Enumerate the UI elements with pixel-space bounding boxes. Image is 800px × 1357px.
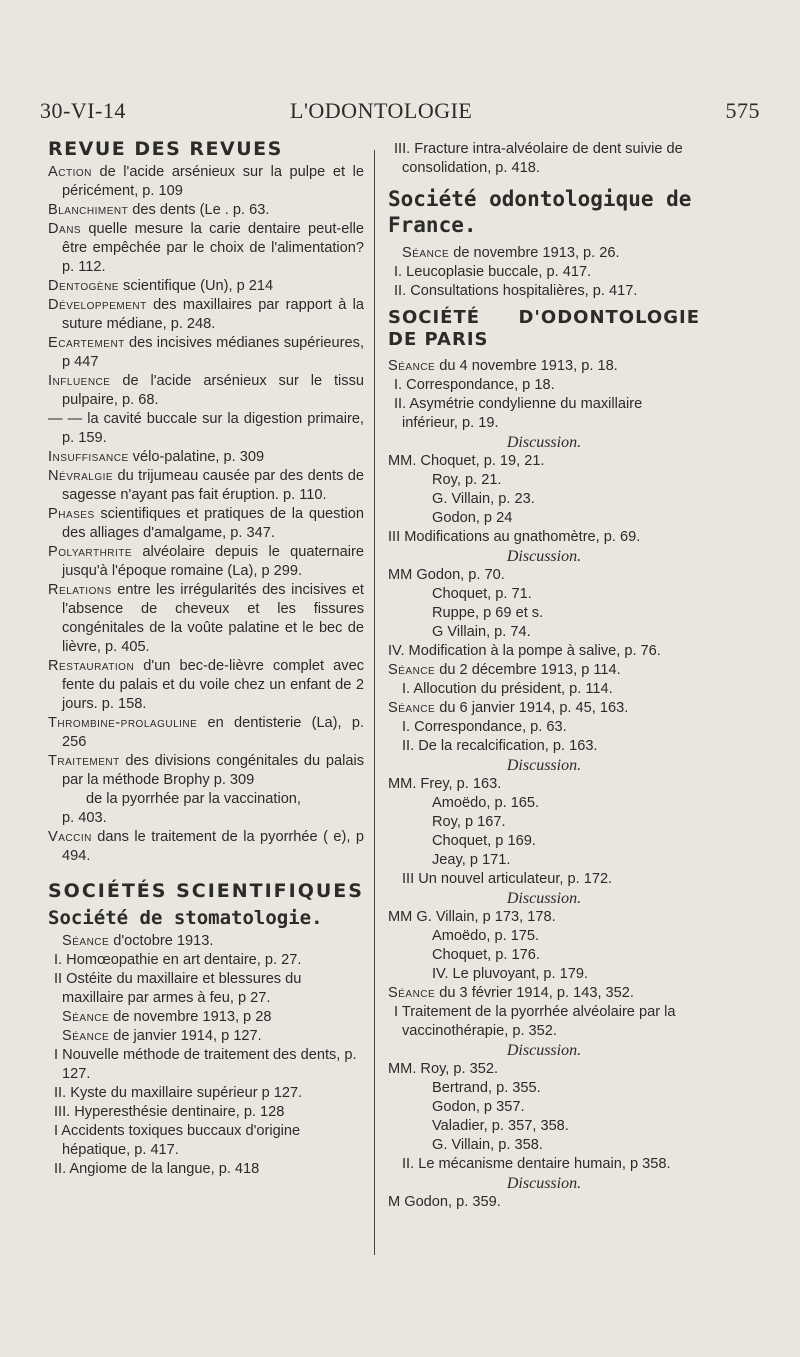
- index-entry: [48, 163, 364, 201]
- index-entry: [48, 543, 364, 581]
- discussion-participant: Jeay, p 171.: [432, 852, 511, 868]
- seance-label: Séance: [62, 1028, 110, 1044]
- entry-keyword: Restauration: [48, 658, 135, 674]
- discussion-participant: G Villain, p. 74.: [432, 624, 531, 640]
- seance-heading: [388, 984, 700, 1003]
- index-entry: [48, 657, 364, 714]
- seance-label: Séance: [62, 1009, 110, 1025]
- entry-text: vélo-palatine, p. 309: [128, 449, 265, 465]
- seance-heading: [48, 1027, 364, 1046]
- entry-text: des incisives médianes supérieures, p 447: [62, 335, 364, 370]
- entry-text: alvéolaire depuis le quaternaire jusqu'à l'époque romaine (La), p 299.: [62, 544, 364, 579]
- header-page-number: 575: [725, 98, 760, 123]
- discussion-participant: G. Villain, p. 23.: [432, 491, 535, 507]
- seance-label: Séance: [388, 662, 436, 678]
- entry-keyword: Action: [48, 164, 92, 180]
- header-date: 30-VI-14: [40, 98, 126, 123]
- entry-text: quelle mesure la carie dentaire peut-elle être empêchée par le choix de l'alimentation? p. 112.: [62, 221, 364, 275]
- discussion-participants: [388, 585, 700, 642]
- discussion-participant: Roy, p. 21.: [432, 472, 502, 488]
- index-entry: [48, 277, 364, 296]
- seance-item: III. Hyperesthésie dentinaire, p. 128: [54, 1104, 285, 1120]
- seance-items: [388, 718, 700, 756]
- entry-keyword: Développement: [48, 297, 147, 313]
- entry-text: scientifique (Un), p 214: [118, 278, 274, 294]
- entry-keyword: Traitement: [48, 753, 120, 769]
- seance-item: I. Correspondance, p 18.: [394, 377, 555, 393]
- discussion-participant: MM G. Villain, p 173, 178.: [388, 909, 556, 925]
- seance-item: IV. Modification à la pompe à salive, p. 76.: [388, 643, 661, 659]
- seance-label: Séance: [388, 700, 436, 716]
- discussion-participants: [388, 1079, 700, 1155]
- discussion-participant: Valadier, p. 357, 358.: [432, 1118, 569, 1134]
- seance-date: du 6 janvier 1914, p. 45, 163.: [435, 700, 629, 716]
- entry-keyword: Vaccin: [48, 829, 92, 845]
- seance-date: de novembre 1913, p. 26.: [449, 245, 620, 261]
- index-entry: [48, 201, 364, 220]
- seance-item: II. De la recalcification, p. 163.: [402, 738, 598, 754]
- discussion-heading: Discussion.: [506, 890, 582, 907]
- seance-date: du 4 novembre 1913, p. 18.: [435, 358, 618, 374]
- entry-keyword: Polyarthrite: [48, 544, 133, 560]
- index-entry: [48, 410, 364, 448]
- seance-items: [48, 1046, 364, 1179]
- discussion-participant: MM. Frey, p. 163.: [388, 776, 502, 792]
- seance-items: [48, 951, 364, 1008]
- entry-keyword: Blanchiment: [48, 202, 129, 218]
- seance-items: [388, 140, 700, 178]
- entry-text: des divisions congénitales du palais par la méthode Brophy p. 309: [62, 753, 364, 788]
- discussion-participant: MM Godon, p. 70.: [388, 567, 505, 583]
- left-column: [48, 140, 364, 1179]
- society-title-stomatologie: Société de stomatologie.: [48, 907, 323, 929]
- seance-item: II. Le mécanisme dentaire humain, p 358.: [402, 1156, 671, 1172]
- entry-keyword: Dans: [48, 221, 82, 237]
- seance-label: Séance: [402, 245, 450, 261]
- discussion-participant: Godon, p 357.: [432, 1099, 525, 1115]
- discussion-participant: MM. Choquet, p. 19, 21.: [388, 453, 545, 469]
- discussion-heading: Discussion.: [506, 434, 582, 451]
- entry-subline: de la pyorrhée par la vaccination,: [86, 791, 301, 807]
- discussion-heading: Discussion.: [506, 757, 582, 774]
- seance-item: I Accidents toxiques buccaux d'origine hépatique, p. 417.: [54, 1123, 301, 1158]
- discussion-participant: Choquet, p 169.: [432, 833, 536, 849]
- seance-label: Séance: [62, 933, 110, 949]
- seance-item: III. Fracture intra-alvéolaire de dent suivie de consolidation, p. 418.: [394, 141, 683, 176]
- seance-heading: [48, 932, 364, 951]
- entry-text: — — la cavité buccale sur la digestion primaire, p. 159.: [48, 411, 364, 446]
- entry-keyword: Ecartement: [48, 335, 125, 351]
- seance-date: d'octobre 1913.: [109, 933, 214, 949]
- revue-entry-list: [48, 163, 364, 790]
- index-entry: [48, 448, 364, 467]
- index-entry: [48, 372, 364, 410]
- index-entry: [48, 828, 364, 866]
- discussion-participants: [388, 927, 700, 984]
- entry-keyword: Thrombine-prolaguline: [48, 715, 198, 731]
- discussion-participant: Bertrand, p. 355.: [432, 1080, 541, 1096]
- seance-items: [388, 680, 700, 699]
- seance-items: [388, 1003, 700, 1041]
- seance-items: [388, 376, 700, 433]
- discussion-participant: G. Villain, p. 358.: [432, 1137, 543, 1153]
- seance-item: II. Consultations hospitalières, p. 417.: [394, 283, 638, 299]
- entry-keyword: Insuffisance: [48, 449, 129, 465]
- index-entry: [48, 752, 364, 790]
- society-title-odontologie-paris: SOCIÉTÉ D'ODONTOLOGIE DE PARIS: [388, 307, 700, 350]
- discussion-heading: Discussion.: [506, 1042, 582, 1059]
- seance-item: III Un nouvel articulateur, p. 172.: [402, 871, 613, 887]
- seance-label: Séance: [388, 358, 436, 374]
- header-journal-title: L'ODONTOLOGIE: [290, 98, 473, 123]
- discussion-participant: Amoëdo, p. 165.: [432, 795, 540, 811]
- discussion-participant: M Godon, p. 359.: [388, 1194, 501, 1210]
- entry-text: du trijumeau causée par des dents de sagesse n'ayant pas fait éruption. p. 110.: [62, 468, 364, 503]
- discussion-heading: Discussion.: [506, 1175, 582, 1192]
- index-entry: [48, 467, 364, 505]
- seance-item: I. Homœopathie en art dentaire, p. 27.: [54, 952, 302, 968]
- entry-text: des maxillaires par rapport à la suture médiane, p. 248.: [62, 297, 364, 332]
- discussion-participant: Godon, p 24: [432, 510, 513, 526]
- seance-label: Séance: [388, 985, 436, 1001]
- column-divider: [374, 150, 375, 1255]
- discussion-participant: Amoëdo, p. 175.: [432, 928, 540, 944]
- seance-item: I. Leucoplasie buccale, p. 417.: [394, 264, 592, 280]
- entry-text: dans le traitement de la pyorrhée ( e), p 494.: [62, 829, 364, 864]
- entry-text: de l'acide arsénieux sur le tissu pulpaire, p. 68.: [62, 373, 364, 408]
- discussion-participants: [388, 471, 700, 528]
- discussion-participant: Roy, p 167.: [432, 814, 506, 830]
- discussion-participant: Choquet, p. 71.: [432, 586, 532, 602]
- index-entry: [48, 296, 364, 334]
- seance-date: du 2 décembre 1913, p 114.: [435, 662, 621, 678]
- seance-item: I. Correspondance, p. 63.: [402, 719, 567, 735]
- seance-date: de novembre 1913, p 28: [109, 1009, 272, 1025]
- discussion-participant: Ruppe, p 69 et s.: [432, 605, 544, 621]
- seance-heading: [48, 1008, 364, 1027]
- entry-text: scientifiques et pratiques de la question des alliages d'amalgame, p. 347.: [62, 506, 364, 541]
- seance-item: III Modifications au gnathomètre, p. 69.: [388, 529, 641, 545]
- entry-keyword: Relations: [48, 582, 112, 598]
- discussion-heading: Discussion.: [506, 548, 582, 565]
- entry-subline: p. 403.: [62, 810, 107, 826]
- entry-text: des dents (Le . p. 63.: [128, 202, 270, 218]
- seance-item: II. Kyste du maxillaire supérieur p 127.: [54, 1085, 303, 1101]
- entry-keyword: Névralgie: [48, 468, 114, 484]
- seance-heading: [388, 699, 700, 718]
- seance-heading: [388, 661, 700, 680]
- index-entry: [48, 505, 364, 543]
- discussion-participant: Choquet, p. 176.: [432, 947, 540, 963]
- entry-text: de l'acide arsénieux sur la pulpe et le péricément, p. 109: [62, 164, 364, 199]
- seance-heading: [388, 357, 700, 376]
- entry-keyword: Dentogène: [48, 278, 119, 294]
- right-column: [388, 140, 700, 1212]
- seance-item: II. Angiome de la langue, p. 418: [54, 1161, 260, 1177]
- index-entry: [48, 581, 364, 657]
- seance-date: de janvier 1914, p 127.: [109, 1028, 262, 1044]
- section-title-revue-des-revues: REVUE DES REVUES: [48, 138, 283, 160]
- seance-item: II Ostéite du maxillaire et blessures du maxillaire par armes à feu, p 27.: [54, 971, 302, 1006]
- entry-text: entre les irrégularités des incisives et l'absence de cheveux et les fissures congénitales de la voûte palatine et le bec de lièvre, p. 405.: [62, 582, 364, 655]
- seance-item: I. Allocution du président, p. 114.: [402, 681, 613, 697]
- seance-item: I Nouvelle méthode de traitement des dents, p. 127.: [54, 1047, 357, 1082]
- index-entry: [48, 334, 364, 372]
- entry-keyword: Influence: [48, 373, 111, 389]
- entry-text: en dentisterie (La), p. 256: [62, 715, 364, 750]
- seance-item: II. Asymétrie condylienne du maxillaire inférieur, p. 19.: [394, 396, 643, 431]
- section-title-societes: SOCIÉTÉS SCIENTIFIQUES: [48, 880, 364, 902]
- seance-heading: [388, 244, 700, 263]
- seance-items: [388, 263, 700, 301]
- seance-date: du 3 février 1914, p. 143, 352.: [435, 985, 634, 1001]
- discussion-participants: [388, 794, 700, 870]
- index-entry: [48, 714, 364, 752]
- seance-item: I Traitement de la pyorrhée alvéolaire par la vaccinothérapie, p. 352.: [394, 1004, 676, 1039]
- discussion-participant: IV. Le pluvoyant, p. 179.: [432, 966, 589, 982]
- running-header: [40, 98, 760, 128]
- discussion-participant: MM. Roy, p. 352.: [388, 1061, 499, 1077]
- index-entry: [48, 220, 364, 277]
- entry-text: d'un bec-de-lièvre complet avec fente du palais et du voile chez un enfant de 2 jours. p. 158.: [62, 658, 364, 712]
- entry-keyword: Phases: [48, 506, 95, 522]
- society-title-odontologique-france: Société odontologique de France.: [388, 187, 692, 237]
